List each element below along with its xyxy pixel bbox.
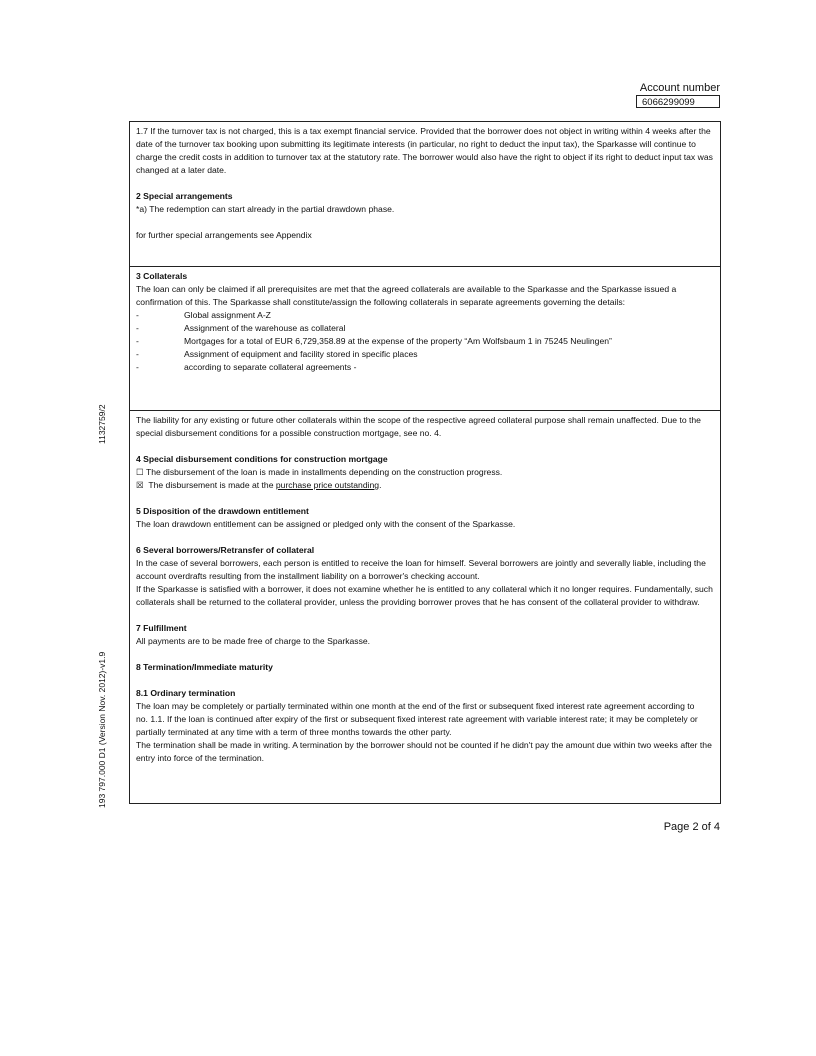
section-5-text: The loan drawdown entitlement can be assigned or pledged only with the consent of the Sparkasse. bbox=[136, 519, 516, 529]
section-7-title: 7 Fulfillment bbox=[136, 623, 187, 633]
checkbox-checked-icon: ☒ bbox=[136, 480, 144, 490]
account-number-value: 6066299099 bbox=[636, 95, 720, 108]
collateral-item: - Assignment of the warehouse as collateral bbox=[136, 323, 346, 333]
collateral-item: - Global assignment A-Z bbox=[136, 310, 271, 320]
section-3-intro: The loan can only be claimed if all prerequisites are met that the agreed collaterals are available to the Sparkasse and the Sparkasse issued a confirmation of this. The Sparkasse shall constitute/assign the following collaterals in separate agreements governing the details: bbox=[136, 284, 677, 307]
side-code-top: 1132759/2 bbox=[97, 404, 107, 444]
collateral-item: - according to separate collateral agreements - bbox=[136, 362, 357, 372]
disbursement-option-1: ☐ The disbursement of the loan is made in installments depending on the construction progress. bbox=[136, 467, 503, 477]
section-5-title: 5 Disposition of the drawdown entitlement bbox=[136, 506, 309, 516]
section-8-1-p3: The termination shall be made in writing. A termination by the borrower should not be counted if he didn't pay the amount due within two weeks after the entry into force of the termination. bbox=[136, 740, 712, 763]
page-number: Page 2 of 4 bbox=[663, 821, 720, 833]
side-code-bottom: 193 797.000 D1 (Version Nov. 2012)-v1.9 bbox=[97, 651, 107, 808]
section-8-1-p2: no. 1.1. If the loan is continued after expiry of the first or subsequent fixed interest rate agreement with variable interest rate; it may be completely or partially terminated at any time with a term of three months towards the other party. bbox=[136, 714, 698, 737]
section-1-7-text: 1.7 If the turnover tax is not charged, this is a tax exempt financial service. Provided that the borrower does not object in writing within 4 weeks after the date of the turnover tax booking upon submitting its legitimate interests (in particular, no right to deduct the input tax), the Sparkasse will continue to charge the credit costs in addition to turnover tax at the statutory rate. The borrower would also have the right to object if its right to deduct input tax was changed at a later date. bbox=[136, 126, 713, 175]
collateral-item: - Assignment of equipment and facility stored in specific places bbox=[136, 349, 418, 359]
account-number-label: Account number bbox=[639, 82, 720, 94]
section-8-title: 8 Termination/Immediate maturity bbox=[136, 662, 273, 672]
section-1-7-box bbox=[129, 121, 721, 267]
liability-text: The liability for any existing or future other collaterals within the scope of the respective agreed collateral purpose shall remain unaffected. Due to the special disbursement conditions for a possible construction mortgage, see no. 4. bbox=[136, 415, 701, 438]
section-6-p2: If the Sparkasse is satisfied with a borrower, it does not examine whether he is entitled to any collateral which it no longer requires. Fundamentally, such collaterals shall be returned to the collateral provider, unless the providing borrower proves that he has consent of the collateral provider to withdraw. bbox=[136, 584, 713, 607]
section-7-text: All payments are to be made free of charge to the Sparkasse. bbox=[136, 636, 371, 646]
section-4-title: 4 Special disbursement conditions for construction mortgage bbox=[136, 454, 388, 464]
collateral-item: - Mortgages for a total of EUR 6,729,358.89 at the expense of the property “Am Wolfsbaum 1 in 75245 Neulingen” bbox=[136, 336, 612, 346]
section-6-p1: In the case of several borrowers, each person is entitled to receive the loan for himself. Several borrowers are jointly and severally liable, including the account overdrafts resulting from the installment liability on a borrower's checking account. bbox=[136, 558, 706, 581]
disbursement-option-2: ☒ The disbursement is made at the purchase price outstanding. bbox=[136, 480, 382, 490]
purchase-price-link: purchase price outstanding bbox=[275, 480, 380, 490]
section-2-line2: for further special arrangements see Appendix bbox=[136, 230, 312, 240]
checkbox-unchecked-icon: ☐ bbox=[136, 467, 144, 477]
section-2-line1: *a) The redemption can start already in the partial drawdown phase. bbox=[136, 204, 395, 214]
section-2-title: 2 Special arrangements bbox=[136, 191, 233, 201]
section-8-1-p1: The loan may be completely or partially terminated within one month at the end of the first or subsequent fixed interest rate agreement according to bbox=[136, 701, 695, 711]
section-3-box bbox=[129, 266, 721, 411]
section-6-title: 6 Several borrowers/Retransfer of collateral bbox=[136, 545, 315, 555]
terms-box bbox=[129, 410, 721, 804]
section-8-1-title: 8.1 Ordinary termination bbox=[136, 688, 236, 698]
section-3-title: 3 Collaterals bbox=[136, 271, 188, 281]
